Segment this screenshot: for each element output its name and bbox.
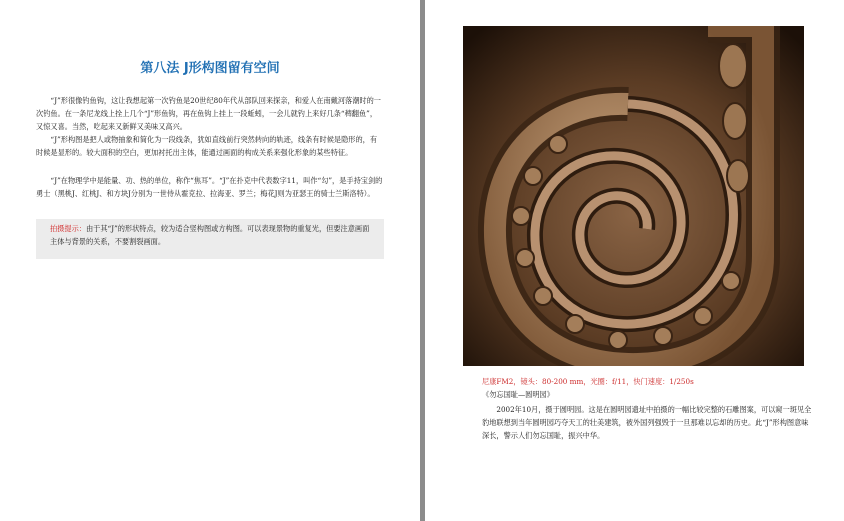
camera-settings-caption: 尼康FM2，镜头：80-200 mm，光圈：f/11，快门速度：1/250s [482, 377, 694, 386]
left-page [0, 0, 420, 521]
photo-title-caption: 《勿忘国耻—圆明园》 [482, 390, 554, 399]
right-page [425, 0, 844, 521]
shooting-tip-text: 由于其“J”的形状特点，较为适合竖构图或方构图。可以表现景物的重复光，但要注意画面主体与背景的关系，不要割裂画面。 [50, 224, 370, 246]
shooting-tip-label: 拍摄提示： [50, 224, 86, 233]
stone-carving-photo [463, 26, 804, 366]
body-paragraph-1: “J”形很像钓鱼钩，这让我想起第一次钓鱼是20世纪80年代从部队回来探亲，和爱人在南戴河落潮时的一次钓鱼。在一条尼龙线上拴上几个“J”形鱼钩，再在鱼钩上挂上一段蚯蚓，一会儿就钓上来好几条“稗翻鱼”，又惊又喜。当然，吃起来又新鲜又美味又高兴。 [36, 96, 381, 131]
section-title: 第八法 J形构图留有空间 [140, 61, 280, 76]
body-paragraph-3: “J”在物理学中是能量、功、热的单位，称作“焦耳”。“J”在扑克中代表数字11，叫作“勾”，是手持宝剑的勇士（黑桃J、红桃J、和方块J分别为一世侍从霍克拉、拉海亚、罗兰；梅花J则为亚瑟王的骑士兰斯洛特）。 [36, 176, 383, 198]
spiral-carving-image [463, 26, 804, 366]
body-paragraph-2: “J”形构图是把人或物抽象和简化为一段线条，犹如直线前行突然转向的轨迹，线条有时候是隐形的，有时候是显形的。较大面积的空白，更加衬托出主体，能通过画面的构成关系来强化形象的某些特征。 [36, 135, 378, 157]
photo-description: 2002年10月，摄于圆明园。这是在圆明园遗址中拍摄的一幅比较完整的石雕图案，可以窥一斑见全豹地联想到当年圆明园巧夺天工的壮美建筑，被外国列强毁于一旦那难以忘却的历史。此“J”形构图意味深长，警示人们勿忘国耻，振兴中华。 [482, 405, 812, 440]
shooting-tip-box [36, 219, 384, 259]
